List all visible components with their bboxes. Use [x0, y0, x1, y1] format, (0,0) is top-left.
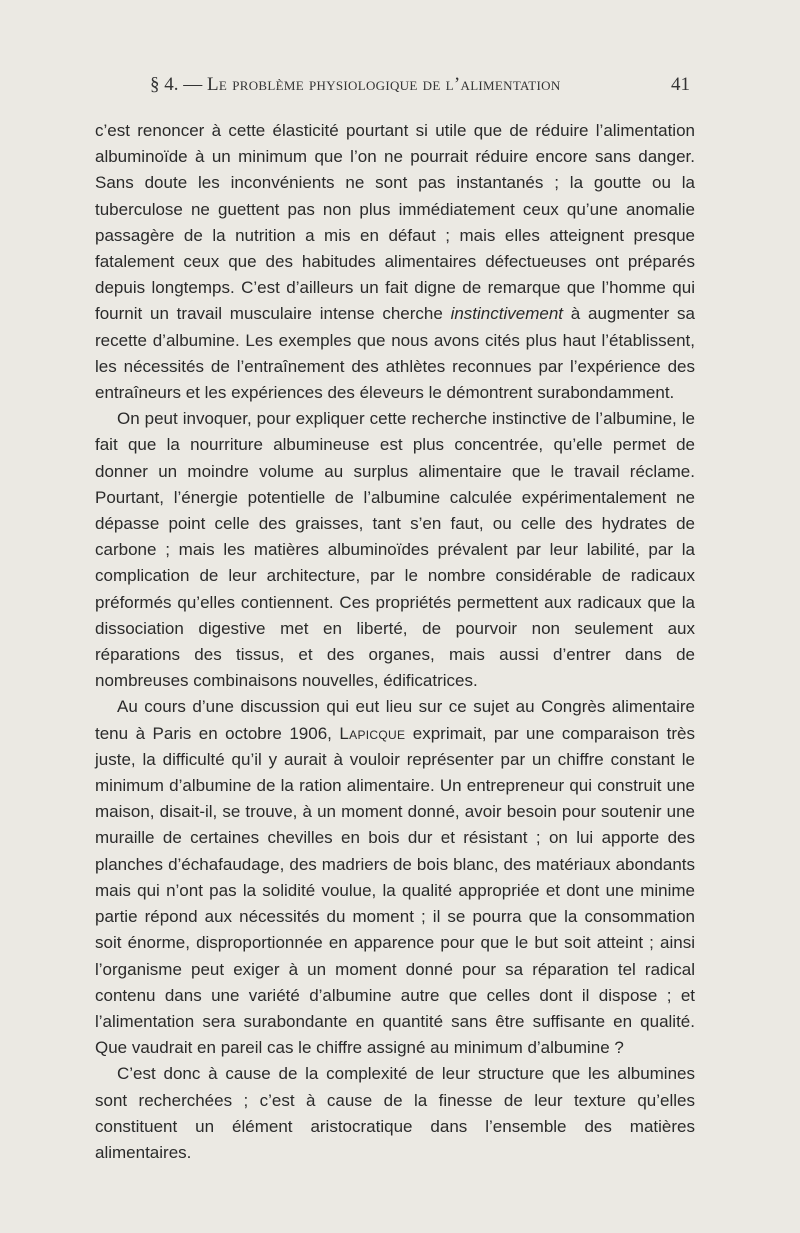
chapter-title: Le problème physiologique de l’alimentation — [207, 74, 561, 95]
running-header — [150, 74, 690, 102]
paragraph-3 — [95, 694, 695, 1061]
paragraph-text: à augmenter sa recette d’albumine. Les exemples que nous avons cités plus haut l’établissent, les nécessités de l’entraînement des athlètes reconnues par l’expérience des entraîneurs et les expériences des éleveurs le démontrent surabondamment. — [95, 304, 695, 403]
section-number: § 4. — — [150, 74, 207, 95]
paragraph-text: c’est renoncer à cette élasticité pourtant si utile que de réduire l’alimentation albuminoïde à un minimum que l’on ne pourrait réduire encore sans danger. Sans doute les inconvénients ne sont pas instantanés ; la goutte ou la tuberculose ne guettent pas non plus immédiatement ceux qu’une anomalie passagère de la nutrition a mis en défaut ; mais elles atteignent presque fatalement ceux que des habitudes alimentaires défectueuses ont préparés depuis longtemps. C’est d’ailleurs un fait digne de remarque que l’homme qui fournit un travail musculaire intense cherche — [95, 121, 695, 324]
paragraph-text: Au cours d’une discussion qui eut lieu sur ce sujet au Congrès alimentaire tenu à Paris en octobre 1906, — [95, 697, 695, 743]
running-title — [150, 74, 561, 96]
body-text — [95, 118, 695, 1166]
paragraph-text: exprimait, par une comparaison très juste, la difficulté qu’il y aurait à vouloir représenter par un chiffre constant le minimum d’albumine de la ration alimentaire. Un entrepreneur qui construit une maison, disait-il, se trouve, à un moment donné, avoir besoin pour soutenir une muraille de certaines chevilles en bois dur et résistant ; on lui apporte des planches d’échafaudage, des madriers de bois blanc, des matériaux abondants mais qui n’ont pas la solidité voulue, la qualité appropriée et dont une minime partie répond aux nécessités du moment ; il se pourra que la consommation soit énorme, disproportionnée en apparence pour que le but soit atteint ; ainsi l’organisme peut exiger à un moment donné pour sa réparation tel radical contenu dans une variété d’albumine autre que celles dont il dispose ; et l’alimentation sera surabondante en quantité sans être suffisante en qualité. Que vaudrait en pareil cas le chiffre assigné au minimum d’albumine ? — [95, 723, 696, 1058]
emphasis-word: instinctivement — [450, 304, 564, 324]
author-name: Lapicque — [339, 723, 406, 743]
paragraph-4: C’est donc à cause de la complexité de leur structure que les albumines sont recherchées ; c’est à cause de la finesse de leur texture qu’elles constituent un élément aristocratique dans l’ensemble des matières alimentaires. — [95, 1064, 695, 1162]
paragraph-2: On peut invoquer, pour expliquer cette recherche instinctive de l’albumine, le fait que la nourriture albumineuse est plus concentrée, qu’elle permet de donner un moindre volume au surplus alimentaire que le travail réclame. Pourtant, l’énergie potentielle de l’albumine calculée expérimentalement ne dépasse point celle des graisses, tant s’en faut, ou celle des hydrates de carbone ; mais les matières albuminoïdes prévalent par leur labilité, par la complication de leur architecture, par le nombre considérable de radicaux préformés qu’elles contiennent. Ces propriétés permettent aux radicaux que la dissociation digestive met en liberté, de pourvoir non seulement aux réparations des tissus, et des organes, mais aussi d’entrer dans de nombreuses combinaisons nouvelles, édificatrices. — [95, 409, 695, 691]
page-number: 41 — [671, 74, 690, 95]
paragraph-1 — [95, 118, 695, 406]
